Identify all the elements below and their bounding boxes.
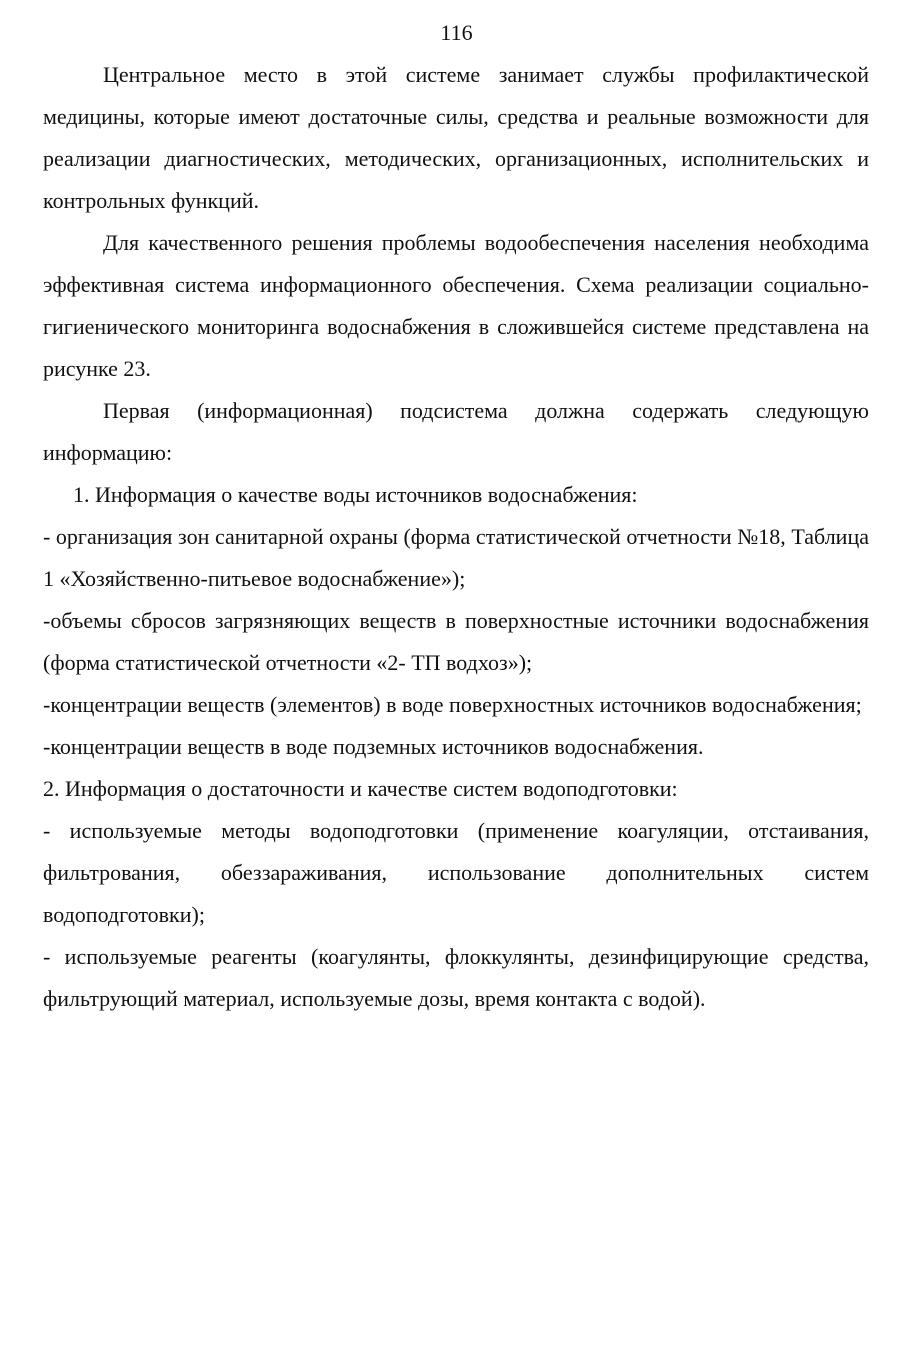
list-item-treatment-methods: - используемые методы водоподготовки (применение коагуляции, отстаивания, фильтрования, обеззараживания, использование дополнительных систем водоподготовки); [43,818,869,927]
paragraph-water-supply-problem: Для качественного решения проблемы водообеспечения населения необходима эффективная система информационного обеспечения. Схема реализации социально-гигиенического мониторинга водоснабжения в сложившейся системе представлена на рисунке 23. [43,230,869,381]
list-heading-water-treatment: 2. Информация о достаточности и качестве систем водоподготовки: [43,776,678,801]
paragraph-first-subsystem: Первая (информационная) подсистема должна содержать следующую информацию: [43,398,869,465]
paragraph-central-place: Центральное место в этой системе занимает службы профилактической медицины, которые имеют достаточные силы, средства и реальные возможности для реализации диагностических, методических, организационных, исполнительских и контрольных функций. [43,62,869,213]
list-heading-water-sources: 1. Информация о качестве воды источников водоснабжения: [73,482,638,507]
list-item-discharge-volumes: -объемы сбросов загрязняющих веществ в поверхностные источники водоснабжения (форма статистической отчетности «2- ТП водхоз»); [43,608,869,675]
list-item-underground-concentrations: -концентрации веществ в воде подземных источников водоснабжения. [43,734,704,759]
document-body [43,54,869,1020]
list-item-surface-concentrations: -концентрации веществ (элементов) в воде поверхностных источников водоснабжения; [43,692,862,717]
page-number: 116 [440,20,473,45]
list-item-sanitary-zones: - организация зон санитарной охраны (форма статистической отчетности №18, Таблица 1 «Хозяйственно-питьевое водоснабжение»); [43,524,869,591]
list-item-reagents: - используемые реагенты (коагулянты, флоккулянты, дезинфицирующие средства, фильтрующий материал, используемые дозы, время контакта с водой). [43,944,869,1011]
